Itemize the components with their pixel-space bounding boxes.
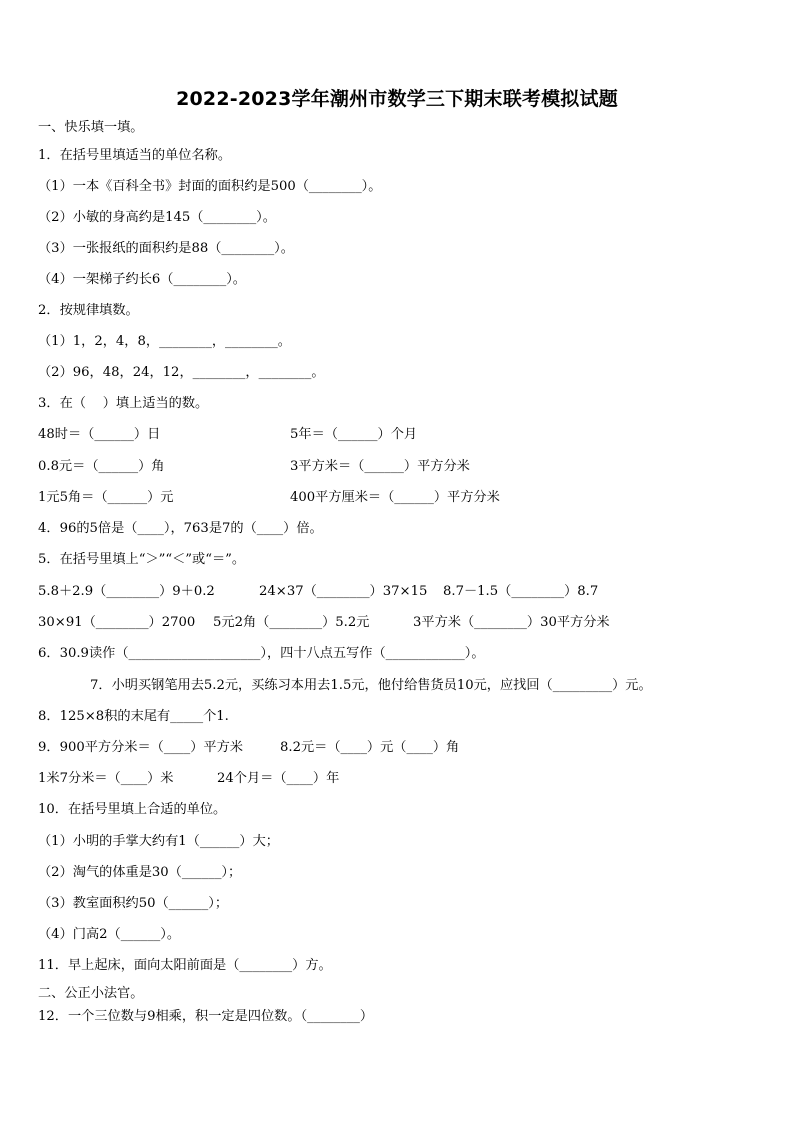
question-1: 1．在括号里填适当的单位名称。 bbox=[38, 148, 232, 163]
question-7: 7．小明买钢笔用去5.2元，买练习本用去1.5元，他付给售货员10元，应找回（_________）元。 bbox=[90, 678, 652, 693]
question-9-item-d: 24个月＝（____）年 bbox=[217, 771, 340, 786]
question-3-item-a: 48时＝（______）日 bbox=[38, 427, 161, 442]
question-10-part-3: （3）教室面积约50（______）； bbox=[38, 896, 229, 911]
question-2-part-1: （1）1，2，4，8，________，________。 bbox=[38, 334, 291, 349]
question-3: 3．在（ ）填上适当的数。 bbox=[38, 396, 209, 411]
question-9-item-b: 8.2元＝（____）元（____）角 bbox=[280, 740, 460, 755]
question-8: 8．125×8积的末尾有_____个1. bbox=[38, 709, 229, 724]
question-5-item-a: 5.8＋2.9（________）9＋0.2 bbox=[38, 584, 215, 599]
page-title: 2022-2023学年潮州市数学三下期末联考模拟试题 bbox=[176, 88, 618, 110]
question-2: 2．按规律填数。 bbox=[38, 303, 139, 318]
section-heading-1: 一、快乐填一填。 bbox=[38, 120, 144, 135]
question-3-item-e: 1元5角＝（______）元 bbox=[38, 490, 174, 505]
question-9-item-c: 1米7分米＝（____）米 bbox=[38, 771, 174, 786]
question-3-item-c: 0.8元＝（______）角 bbox=[38, 459, 165, 474]
question-10: 10．在括号里填上合适的单位。 bbox=[38, 802, 227, 817]
question-10-part-4: （4）门高2（______）。 bbox=[38, 927, 181, 942]
question-5-item-c: 8.7－1.5（________）8.7 bbox=[443, 584, 599, 599]
question-10-part-1: （1）小明的手掌大约有1（______）大； bbox=[38, 834, 279, 849]
question-1-part-4: （4）一架梯子约长6（________）。 bbox=[38, 272, 246, 287]
question-6: 6．30.9读作（____________________），四十八点五写作（____________）。 bbox=[38, 646, 485, 661]
section-heading-2: 二、公正小法官。 bbox=[38, 986, 144, 1001]
question-3-item-b: 5年＝（______）个月 bbox=[290, 427, 418, 442]
question-1-part-3: （3）一张报纸的面积约是88（________）。 bbox=[38, 241, 294, 256]
question-4: 4．96的5倍是（____），763是7的（____）倍。 bbox=[38, 521, 323, 536]
question-1-part-1: （1）一本《百科全书》封面的面积约是500（________）。 bbox=[38, 179, 382, 194]
question-2-part-2: （2）96，48，24，12，________，________。 bbox=[38, 365, 325, 380]
question-9-item-a: 9．900平方分米＝（____）平方米 bbox=[38, 740, 243, 755]
question-10-part-2: （2）淘气的体重是30（______）； bbox=[38, 865, 242, 880]
question-5-item-f: 3平方米（________）30平方分米 bbox=[413, 615, 610, 630]
question-11: 11．早上起床，面向太阳前面是（________）方。 bbox=[38, 958, 332, 973]
question-12: 12．一个三位数与9相乘，积一定是四位数。（________） bbox=[38, 1009, 374, 1024]
question-5-item-e: 5元2角（________）5.2元 bbox=[213, 615, 370, 630]
question-5: 5．在括号里填上“＞”“＜”或“＝”。 bbox=[38, 552, 246, 567]
question-1-part-2: （2）小敏的身高约是145（________）。 bbox=[38, 210, 276, 225]
question-3-item-f: 400平方厘米＝（______）平方分米 bbox=[290, 490, 500, 505]
question-5-item-b: 24×37（________）37×15 bbox=[259, 584, 428, 599]
question-5-item-d: 30×91（________）2700 bbox=[38, 615, 196, 630]
question-3-item-d: 3平方米＝（______）平方分米 bbox=[290, 459, 470, 474]
